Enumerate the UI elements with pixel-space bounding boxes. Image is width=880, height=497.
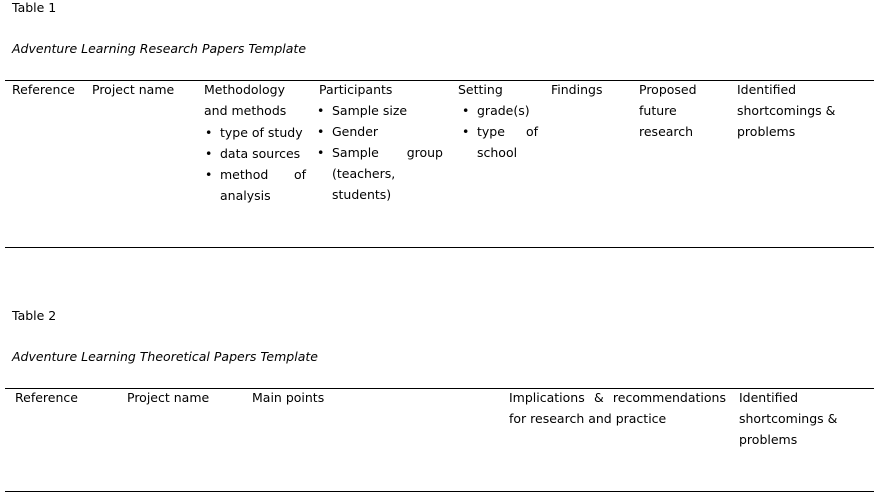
list-item: • type of school [461,121,538,163]
table1-bottom-rule [5,247,874,248]
table1-col-methodology [204,79,306,206]
bullet-icon: • [317,124,325,139]
table1-col-participants [316,79,443,205]
table1-col-identified: Identified shortcomings & problems [737,82,836,139]
participants-list [316,100,443,205]
bullet-icon: • [462,124,470,139]
list-item: • Sample size [316,100,443,121]
table2-col-reference: Reference [15,390,78,405]
table1-col-proposed: Proposed future research [639,82,697,139]
table2-bottom-rule [5,491,874,492]
table1-col-project-name: Project name [92,82,175,97]
bullet-icon: • [317,145,325,160]
setting-list [461,100,538,163]
bullet-icon: • [462,103,470,118]
list-item: • data sources [204,143,306,164]
bullet-icon: • [205,125,213,140]
bullet-icon: • [205,167,213,182]
list-item: • grade(s) [461,100,538,121]
table1-col-findings: Findings [551,82,603,97]
list-item: • method of analysis [204,164,306,206]
methodology-list [204,122,306,206]
table1-caption: Table 1 [12,0,57,15]
list-item: • type of study [204,122,306,143]
bullet-icon: • [317,103,325,118]
table1-col-setting [458,79,538,163]
bullet-icon: • [205,146,213,161]
table1-col-reference: Reference [12,82,75,97]
table2-col-identified: Identified shortcomings & problems [739,390,838,447]
list-item: • Sample group (teachers, students) [316,142,443,205]
table2-col-main-points: Main points [252,390,325,405]
table2-caption: Table 2 [12,308,57,323]
list-item: • Gender [316,121,443,142]
table2-title: Adventure Learning Theoretical Papers Template [12,349,318,364]
setting-label: Setting [458,82,503,97]
methodology-label-line1: Methodology [204,82,285,97]
table2-col-implications: Implications & recommendations for research and practice [509,390,726,426]
table2-col-project-name: Project name [127,390,210,405]
table1-title: Adventure Learning Research Papers Template [12,41,307,56]
participants-label: Participants [319,82,393,97]
methodology-label-line2: and methods [204,103,287,118]
